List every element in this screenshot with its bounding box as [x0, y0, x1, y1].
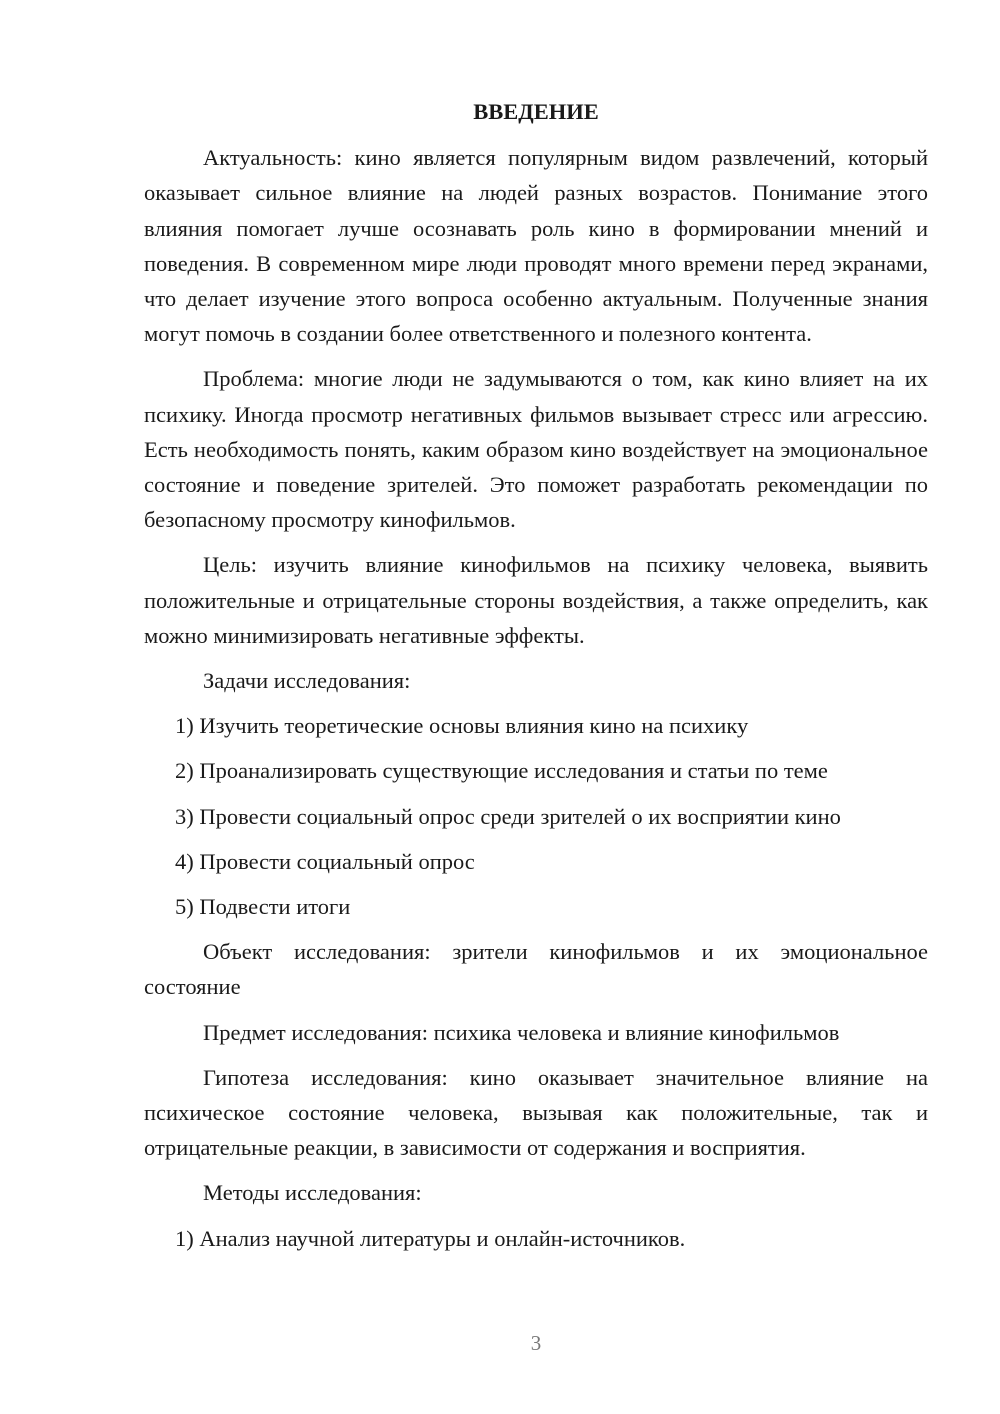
task-item: 5) Подвести итоги [175, 894, 351, 920]
task-item: 2) Проанализировать существующие исследования и статьи по теме [175, 758, 828, 784]
problem-paragraph: Проблема: многие люди не задумываются о том, как кино влияет на их психику. Иногда просмотр негативных фильмов вызывает стресс или агрессию. Есть необходимость понять, каким образом кино воздействует на эмоциональное состояние и поведение зрителей. Это поможет разработать рекомендации по безопасному просмотру кинофильмов. [144, 366, 928, 533]
page-content [144, 94, 928, 1266]
tasks-title: Задачи исследования: [203, 668, 411, 694]
goal-paragraph: Цель: изучить влияние кинофильмов на психику человека, выявить положительные и отрицательные стороны воздействия, а также определить, как можно минимизировать негативные эффекты. [144, 552, 928, 648]
methods-title: Методы исследования: [203, 1180, 422, 1206]
relevance-paragraph: Актуальность: кино является популярным видом развлечений, который оказывает сильное влияние на людей разных возрастов. Понимание этого влияния помогает лучше осознавать роль кино в формировании мнений и поведения. В современном мире люди проводят много времени перед экранами, что делает изучение этого вопроса особенно актуальным. Полученные знания могут помочь в создании более ответственного и полезного контента. [144, 145, 928, 347]
hypothesis-paragraph: Гипотеза исследования: кино оказывает значительное влияние на психическое состояние человека, вызывая как положительные, так и отрицательные реакции, в зависимости от содержания и восприятия. [144, 1064, 928, 1161]
page-number: 3 [530, 1331, 542, 1355]
task-item: 4) Провести социальный опрос [175, 848, 475, 874]
section-heading: ВВЕДЕНИЕ [473, 99, 599, 124]
subject-paragraph: Предмет исследования: психика человека и влияние кинофильмов [203, 1019, 840, 1045]
method-item: 1) Анализ научной литературы и онлайн-источников. [175, 1225, 686, 1251]
task-item: 1) Изучить теоретические основы влияния кино на психику [175, 713, 749, 739]
object-paragraph: Объект исследования: зрители кинофильмов и их эмоциональное состояние [144, 939, 928, 1000]
task-item: 3) Провести социальный опрос среди зрителей о их восприятии кино [175, 803, 841, 829]
